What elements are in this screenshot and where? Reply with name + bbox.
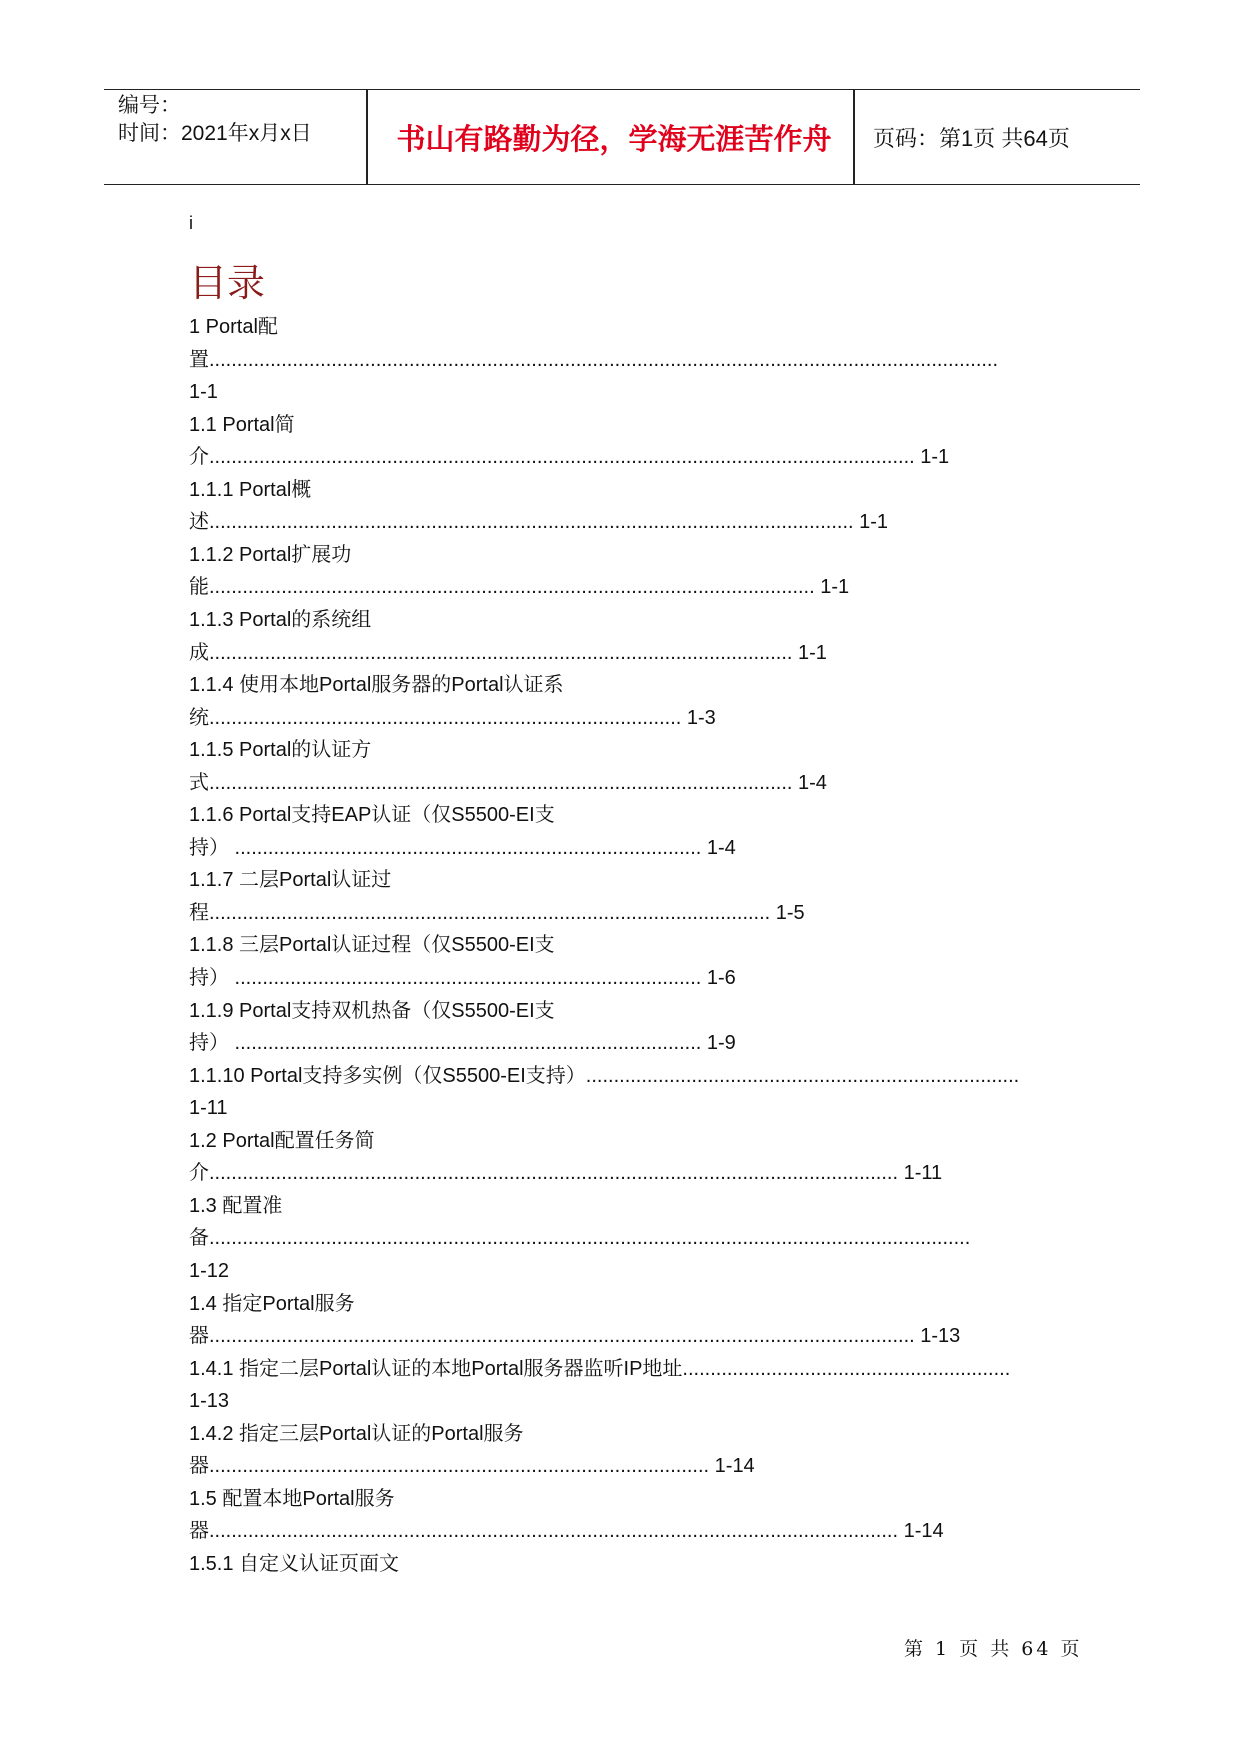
- toc-line: 1-12: [189, 1259, 230, 1282]
- toc-line: 能............................................................................................................. 1-1: [189, 576, 850, 599]
- toc-line: 器............................................................................................................................... 1-13: [189, 1325, 961, 1348]
- toc-line: 成......................................................................................................... 1-1: [189, 641, 827, 664]
- toc-line: 1.1 Portal简: [189, 413, 295, 436]
- header-meta: [118, 90, 368, 186]
- page-footer: 第 1 页 共 64 页: [904, 1638, 1083, 1660]
- toc-line: 器.......................................................................................... 1-14: [189, 1455, 755, 1478]
- toc-line: 1.1.7 二层Portal认证过: [189, 869, 392, 892]
- toc-line: 持） .................................................................................... 1-9: [189, 1032, 736, 1055]
- toc-line: 1.4 指定Portal服务: [189, 1292, 355, 1315]
- toc-line: 1-13: [189, 1390, 230, 1413]
- toc-line: 1.3 配置准: [189, 1194, 283, 1217]
- toc-line: 1.1.1 Portal概: [189, 478, 312, 501]
- toc-line: 1.1.8 三层Portal认证过程（仅S5500-EI支: [189, 934, 555, 957]
- toc-line: 1-11: [189, 1097, 228, 1120]
- toc-line: 式......................................................................................................... 1-4: [189, 771, 827, 794]
- toc-line: 持） .................................................................................... 1-4: [189, 836, 736, 859]
- header-motto: 书山有路勤为径，学海无涯苦作舟: [396, 121, 832, 156]
- toc-line: 1.1.9 Portal支持双机热备（仅S5500-EI支: [189, 999, 555, 1022]
- toc-line: 1.1.2 Portal扩展功: [189, 543, 352, 566]
- toc-line: 1.1.3 Portal的系统组: [189, 608, 372, 631]
- page-marker: i: [189, 213, 193, 233]
- toc-line: 1-1: [189, 381, 218, 404]
- toc-line: 1.2 Portal配置任务简: [189, 1129, 375, 1152]
- toc-line: 1.4.2 指定三层Portal认证的Portal服务: [189, 1422, 524, 1445]
- number-label: 编号：: [118, 94, 181, 117]
- toc-line: 持） .................................................................................... 1-6: [189, 967, 736, 989]
- toc-line: 统..................................................................................... 1-3: [189, 706, 716, 729]
- toc-line: 介............................................................................................................................ 1-11: [189, 1162, 943, 1185]
- toc-line: 1.1.10 Portal支持多实例（仅S5500-EI支持）..............................................................................: [189, 1064, 1020, 1087]
- document-header: [104, 89, 1140, 185]
- toc-line: 1.1.6 Portal支持EAP认证（仅S5500-EI支: [189, 804, 555, 827]
- toc-line: 程..................................................................................................... 1-5: [189, 901, 805, 924]
- header-divider: [853, 90, 855, 184]
- toc-line: 置..............................................................................................................................................: [189, 348, 999, 371]
- toc-line: 1.5 配置本地Portal服务: [189, 1487, 395, 1510]
- toc-line: 1 Portal配: [189, 316, 278, 338]
- toc-title: 目录: [189, 261, 266, 305]
- header-page-label: 页码：第1页 共64页: [873, 125, 1070, 151]
- toc-line: 器............................................................................................................................ 1-14: [189, 1520, 944, 1543]
- time-label: 时间：2021年x月x日: [118, 122, 312, 145]
- toc-line: 介............................................................................................................................... 1-1: [189, 446, 950, 469]
- toc-line: 1.1.5 Portal的认证方: [189, 739, 372, 762]
- header-divider: [366, 90, 368, 184]
- toc-line: 1.1.4 使用本地Portal服务器的Portal认证系: [189, 674, 564, 697]
- toc-line: 备.........................................................................................................................................: [189, 1227, 971, 1250]
- toc-line: 1.4.1 指定二层Portal认证的本地Portal服务器监听IP地址...........................................................: [189, 1357, 1011, 1380]
- toc-line: 述.................................................................................................................... 1-1: [189, 511, 889, 534]
- toc-line: 1.5.1 自定义认证页面文: [189, 1552, 400, 1575]
